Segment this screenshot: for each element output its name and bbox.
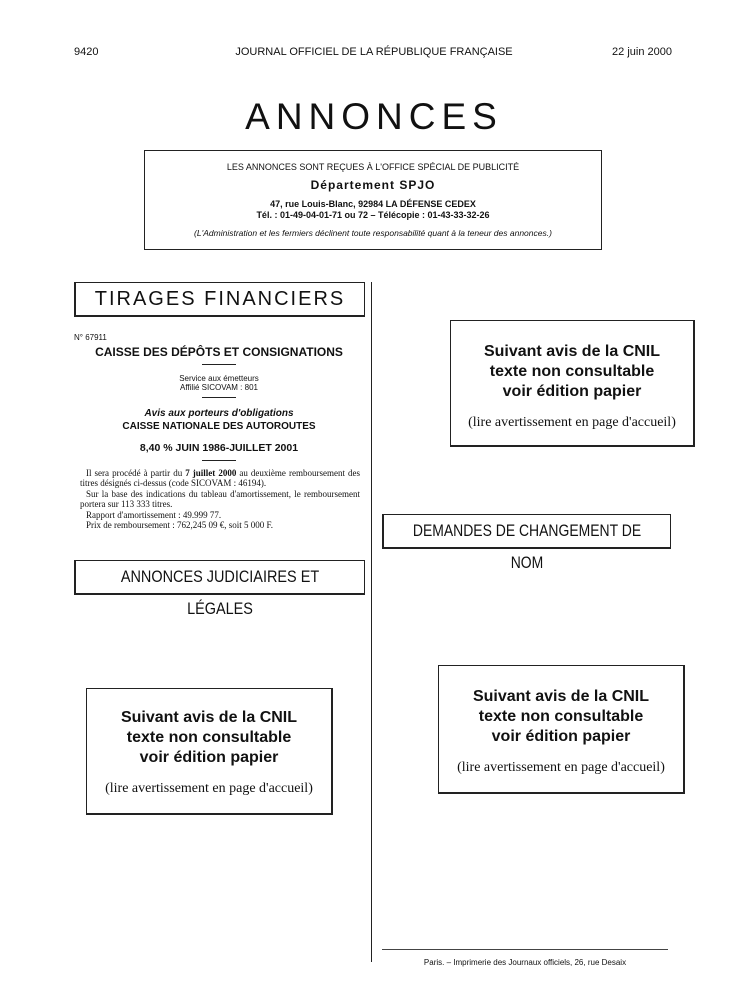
paragraph: Rapport d'amortissement : 49.999 77.	[86, 509, 222, 520]
page-title: ANNONCES	[245, 96, 503, 137]
cnil-line: voir édition papier	[502, 383, 642, 400]
paragraph: Sur la base des indications du tableau d'amortissement, le remboursement portera sur 113 333 titres.	[80, 488, 360, 510]
cnil-notice	[450, 320, 695, 447]
cnil-line: Suivant avis de la CNIL	[483, 343, 661, 360]
cnil-line: texte non consultable	[478, 708, 644, 725]
info-line: LES ANNONCES SONT REÇUES À L'OFFICE SPÉCIAL DE PUBLICITÉ	[226, 162, 520, 172]
paragraph: Prix de remboursement : 762,245 09 €, soit 5 000 F.	[86, 520, 274, 531]
footer-imprint: Paris. – Imprimerie des Journaux officiels, 26, rue Desaix	[423, 958, 627, 967]
announcement-number: N° 67911	[74, 333, 107, 342]
cnil-note: (lire avertissement en page d'accueil)	[457, 760, 665, 775]
affilie-line: Affilié SICOVAM : 801	[180, 383, 258, 392]
cnil-notice	[438, 665, 685, 794]
footer-rule	[382, 949, 668, 950]
section-heading-judiciaires: ANNONCES JUDICIAIRES ET LÉGALES	[74, 560, 365, 595]
section-heading-demandes: DEMANDES DE CHANGEMENT DE NOM	[382, 514, 671, 549]
organization-name: CAISSE DES DÉPÔTS ET CONSIGNATIONS	[95, 345, 343, 359]
publicity-info-box	[144, 150, 602, 250]
cnil-note: (lire avertissement en page d'accueil)	[468, 415, 676, 430]
cnil-line: voir édition papier	[139, 749, 279, 766]
journal-name: JOURNAL OFFICIEL DE LA RÉPUBLIQUE FRANÇAISE	[235, 46, 513, 58]
cnil-notice	[86, 688, 333, 815]
cnil-note: (lire avertissement en page d'accueil)	[105, 781, 313, 796]
divider	[202, 397, 236, 398]
address: 47, rue Louis-Blanc, 92984 LA DÉFENSE CEDEX	[270, 199, 476, 209]
department-name: Département SPJO	[310, 178, 436, 192]
divider	[202, 364, 236, 365]
caisse-line: CAISSE NATIONALE DES AUTOROUTES	[122, 421, 316, 432]
paragraph: Il sera procédé à partir du 7 juillet 2000 au deuxième remboursement des titres désignés ci-dessus (code SICOVAM : 46194).	[80, 468, 360, 489]
bond-title: 8,40 % JUIN 1986-JUILLET 2001	[139, 442, 299, 454]
cnil-line: Suivant avis de la CNIL	[120, 709, 298, 726]
column-separator	[371, 282, 372, 962]
cnil-line: texte non consultable	[489, 363, 655, 380]
phone: Tél. : 01-49-04-01-71 ou 72 – Télécopie : 01-43-33-32-26	[256, 210, 490, 220]
cnil-line: Suivant avis de la CNIL	[472, 688, 650, 705]
section-heading-tirages: TIRAGES FINANCIERS	[74, 282, 365, 317]
disclaimer: (L'Administration et les fermiers déclinent toute responsabilité quant à la teneur des annonces.)	[194, 228, 552, 238]
divider	[202, 460, 236, 461]
avis-line: Avis aux porteurs d'obligations	[144, 408, 294, 419]
service-line: Service aux émetteurs	[179, 374, 259, 383]
publication-date: 22 juin 2000	[612, 46, 672, 58]
cnil-line: texte non consultable	[126, 729, 292, 746]
cnil-line: voir édition papier	[491, 728, 631, 745]
page-number: 9420	[74, 46, 99, 58]
announcement-body	[80, 468, 360, 530]
